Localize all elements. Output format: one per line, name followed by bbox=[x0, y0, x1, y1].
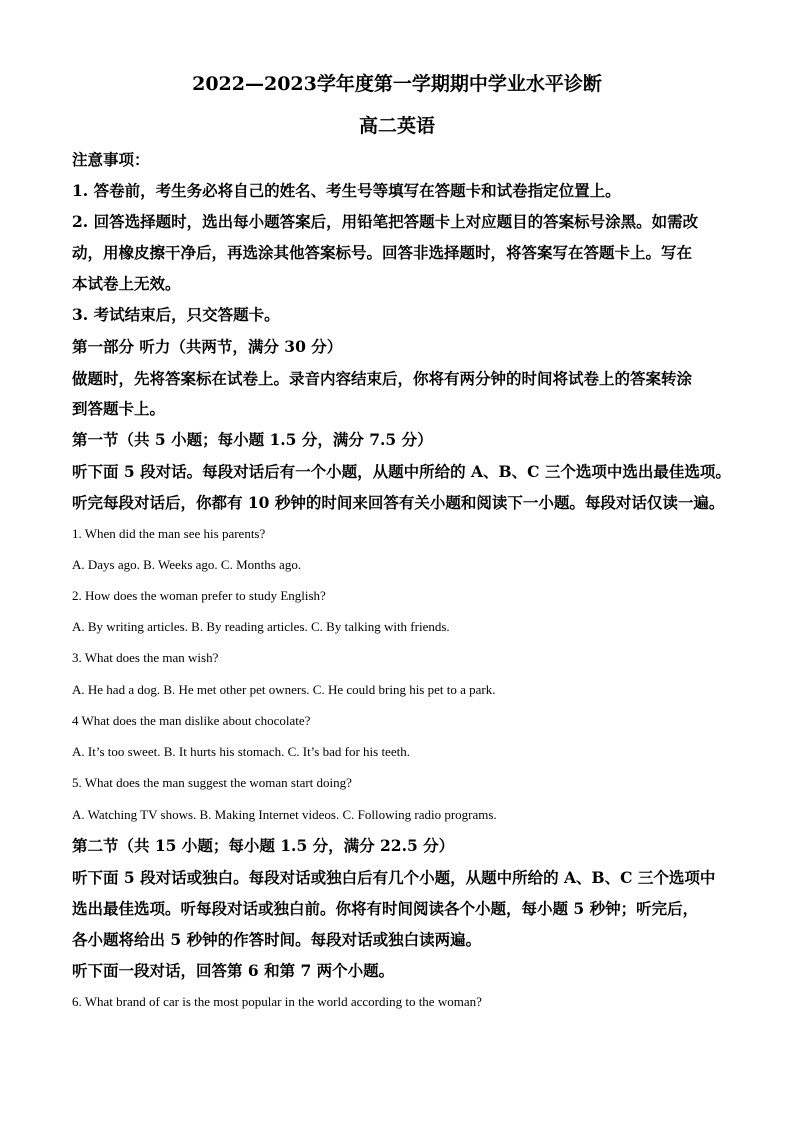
exam-subtitle: 高二英语 bbox=[358, 115, 435, 137]
notice-item-1: 1. 答卷前，考生务必将自己的姓名、考生号等填写在答题卡和试卷指定位置上。 bbox=[72, 181, 621, 200]
question-1-options: A. Days ago. B. Weeks ago. C. Months ago. bbox=[72, 557, 302, 572]
section1-intro-line-1: 听下面 5 段对话。每段对话后有一个小题，从题中所给的 A、B、C 三个选项中选出最佳选项。 bbox=[72, 462, 731, 481]
exam-title: 2022—2023学年度第一学期期中学业水平诊断 bbox=[192, 73, 602, 95]
section2-intro-line-2: 选出最佳选项。听每段对话或独白前。你将有时间阅读各个小题，每小题 5 秒钟；听完后， bbox=[72, 899, 699, 918]
question-2-options: A. By writing articles. B. By reading articles. C. By talking with friends. bbox=[72, 619, 450, 634]
section2-intro-line-1: 听下面 5 段对话或独白。每段对话或独白后有几个小题，从题中所给的 A、B、C 三个选项中 bbox=[72, 868, 716, 887]
question-2: 2. How does the woman prefer to study English? bbox=[72, 588, 326, 603]
question-5: 5. What does the man suggest the woman start doing? bbox=[72, 775, 352, 790]
section2-heading: 第二节（共 15 小题；每小题 1.5 分，满分 22.5 分） bbox=[72, 836, 455, 855]
notice-item-2-line-3: 本试卷上无效。 bbox=[72, 274, 181, 293]
question-5-options: A. Watching TV shows. B. Making Internet videos. C. Following radio programs. bbox=[72, 807, 497, 822]
part1-intro-line-2: 到答题卡上。 bbox=[72, 399, 166, 418]
notice-heading: 注意事项： bbox=[72, 150, 150, 169]
question-3-options: A. He had a dog. B. He met other pet owners. C. He could bring his pet to a park. bbox=[72, 682, 496, 697]
question-3: 3. What does the man wish? bbox=[72, 650, 219, 665]
notice-item-2-line-2: 动，用橡皮擦干净后，再选涂其他答案标号。回答非选择题时，将答案写在答题卡上。写在 bbox=[72, 243, 693, 262]
section1-intro-line-2: 听完每段对话后，你都有 10 秒钟的时间来回答有关小题和阅读下一小题。每段对话仅读一遍。 bbox=[72, 493, 725, 512]
section2-intro-line-3: 各小题将给出 5 秒钟的作答时间。每段对话或独白读两遍。 bbox=[72, 930, 482, 949]
question-6: 6. What brand of car is the most popular in the world according to the woman? bbox=[72, 994, 482, 1009]
question-4: 4 What does the man dislike about chocolate? bbox=[72, 713, 311, 728]
notice-item-3: 3. 考试结束后，只交答题卡。 bbox=[72, 305, 280, 324]
section1-heading: 第一节（共 5 小题；每小题 1.5 分，满分 7.5 分） bbox=[72, 430, 433, 449]
part1-heading: 第一部分 听力（共两节，满分 30 分） bbox=[72, 337, 343, 356]
question-4-options: A. It’s too sweet. B. It hurts his stomach. C. It’s bad for his teeth. bbox=[72, 744, 410, 759]
dialog-intro: 听下面一段对话，回答第 6 和第 7 两个小题。 bbox=[72, 961, 395, 980]
part1-intro-line-1: 做题时，先将答案标在试卷上。录音内容结束后，你将有两分钟的时间将试卷上的答案转涂 bbox=[72, 369, 693, 388]
notice-item-2-line-1: 2. 回答选择题时，选出每小题答案后，用铅笔把答题卡上对应题目的答案标号涂黑。如需改 bbox=[72, 212, 699, 231]
question-1: 1. When did the man see his parents? bbox=[72, 526, 266, 541]
